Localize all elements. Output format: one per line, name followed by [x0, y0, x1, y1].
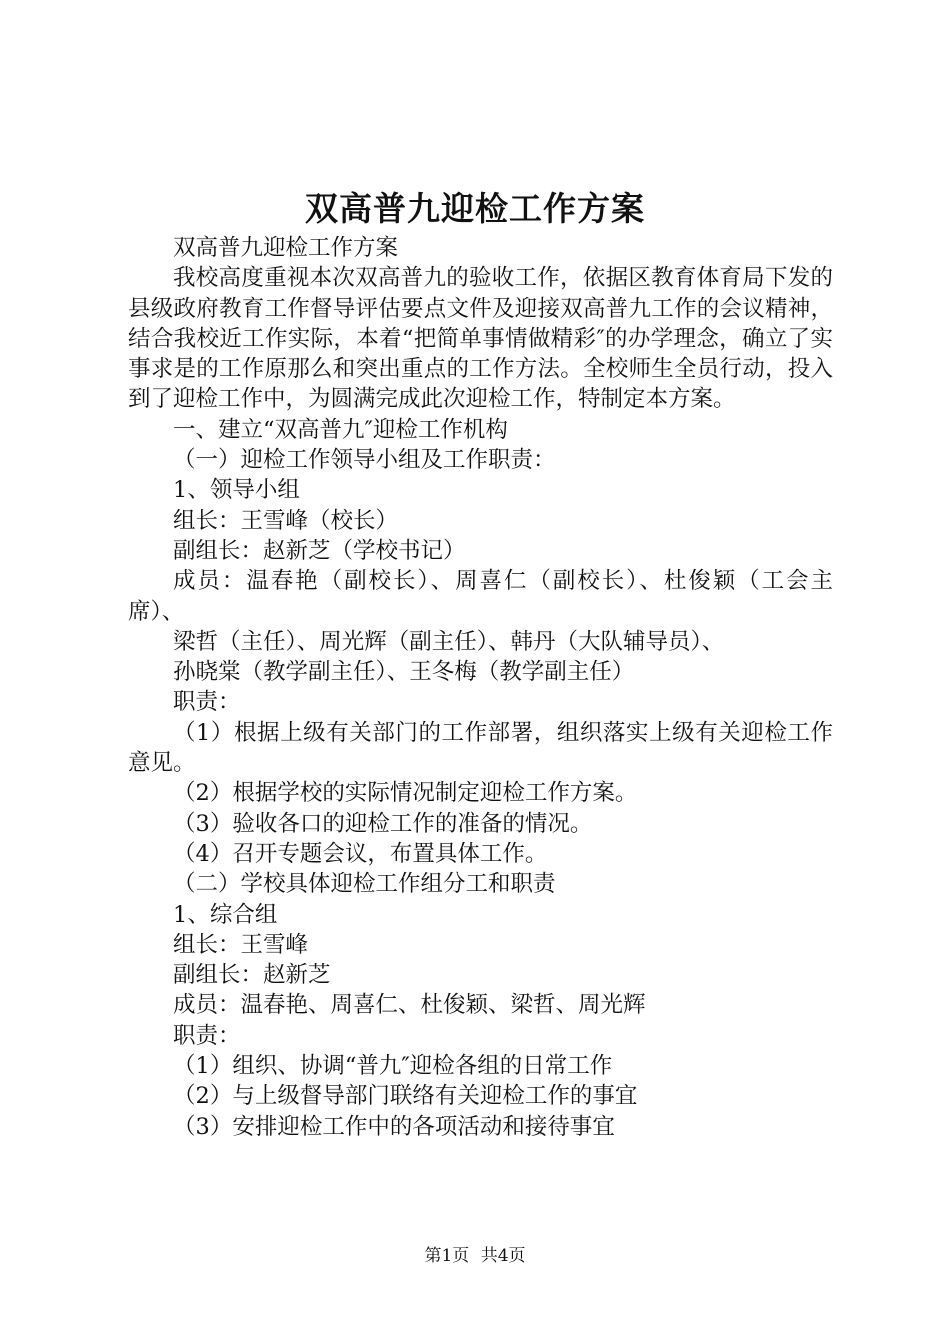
paragraph-duties-label: 职责： [173, 689, 241, 716]
list-item-general-duty-2: （2）与上级督导部门联络有关迎检工作的事宜 [173, 1083, 638, 1110]
paragraph-group-leader: 组长：王雪峰（校长） [173, 507, 399, 534]
paragraph-general-members: 成员：温春艳、周喜仁、杜俊颖、梁哲、周光辉 [173, 992, 646, 1019]
list-item-general-duty-3: （3）安排迎检工作中的各项活动和接待事宜 [173, 1113, 615, 1140]
paragraph-general-duties-label: 职责： [173, 1022, 241, 1049]
paragraph-members: 成员：温春艳（副校长）、周喜仁（副校长）、杜俊颖（工会主席）、 [128, 568, 833, 625]
section-heading-1: 一、建立“双高普九″迎检工作机构 [173, 416, 508, 443]
list-item-general-duty-1: （1）组织、协调“普九″迎检各组的日常工作 [173, 1053, 613, 1080]
paragraph-general-deputy: 副组长：赵新芝 [173, 962, 331, 989]
paragraph-general-leader: 组长：王雪峰 [173, 931, 309, 958]
item-heading-leadership-group: 1、领导小组 [173, 477, 300, 504]
subsection-heading-1: （一）迎检工作领导小组及工作职责： [173, 447, 556, 474]
list-item-duty-3: （3）验收各口的迎检工作的准备的情况。 [173, 810, 593, 837]
document-title: 双高普九迎检工作方案 [305, 189, 645, 228]
page-number-current: 第1页 [424, 1246, 470, 1266]
paragraph-deputy-leader: 副组长：赵新芝（学校书记） [173, 537, 466, 564]
item-heading-general-group: 1、综合组 [173, 901, 278, 928]
list-item-duty-4: （4）召开专题会议，布置具体工作。 [173, 840, 548, 867]
document-body [128, 233, 833, 1142]
list-item-duty-1: （1）根据上级有关部门的工作部署，组织落实上级有关迎检工作意见。 [128, 719, 833, 777]
subsection-heading-2: （二）学校具体迎检工作组分工和职责 [173, 871, 556, 898]
page-number-total: 共4页 [480, 1246, 526, 1266]
list-item-duty-2: （2）根据学校的实际情况制定迎检工作方案。 [173, 780, 638, 807]
paragraph-intro: 我校高度重视本次双高普九的验收工作，依据区教育体育局下发的县级政府教育工作督导评估要点文件及迎接双高普九工作的会议精神，结合我校近工作实际，本着“把简单事情做精彩″的办学理念，确立了实事求是的工作原那么和突出重点的工作方法。全校师生全员行动，投入到了迎检工作中，为圆满完成此次迎检工作，特制定本方案。 [128, 265, 833, 413]
paragraph-members-cont-1: 梁哲（主任）、周光辉（副主任）、韩丹（大队辅导员）、 [173, 628, 725, 655]
page-footer [0, 1244, 950, 1268]
paragraph-members-cont-2: 孙晓棠（教学副主任）、王冬梅（教学副主任） [173, 659, 635, 686]
paragraph-subtitle: 双高普九迎检工作方案 [173, 235, 399, 261]
